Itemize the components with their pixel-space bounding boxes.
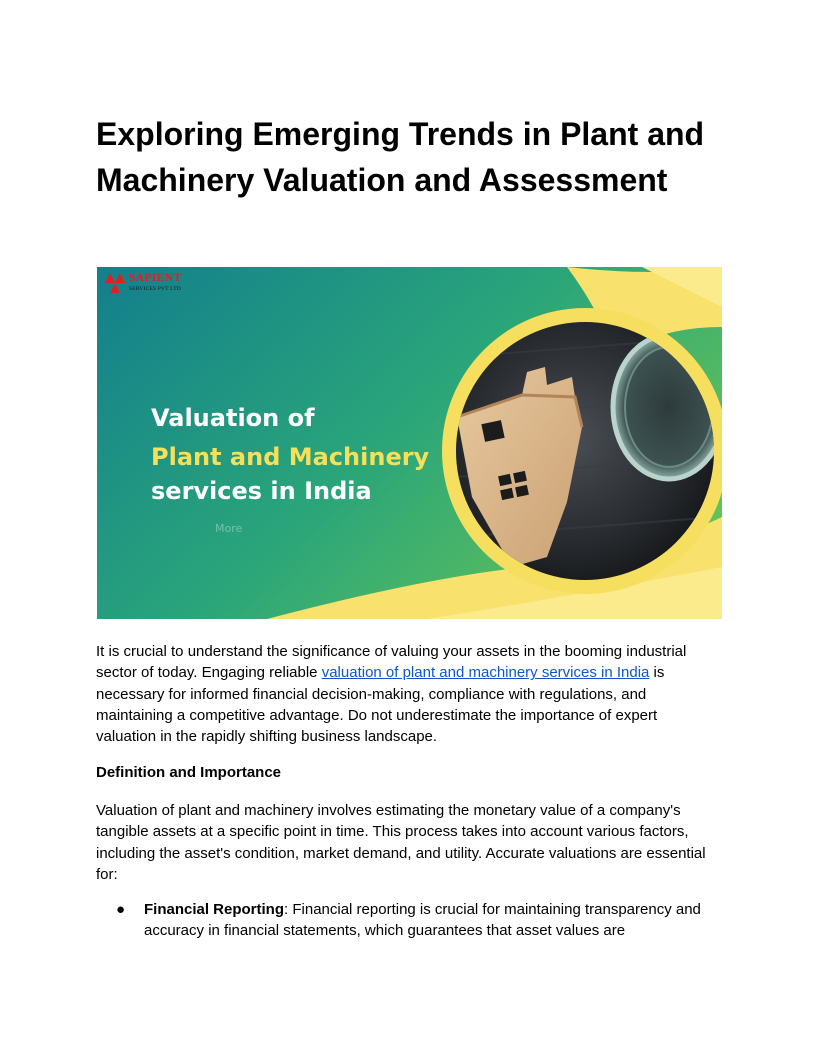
banner-line-2: Plant and Machinery: [151, 443, 430, 471]
banner-line-3: services in India: [151, 477, 372, 505]
company-logo: [103, 269, 182, 293]
bullet-list: [96, 899, 720, 942]
definition-paragraph: Valuation of plant and machinery involves estimating the monetary value of a company's tangible assets at a specific point in time. This process takes into account various factors, including the asset's condition, market demand, and utility. Accurate valuations are essential for:: [96, 802, 706, 883]
bullet-dot-icon: ●: [116, 901, 126, 918]
bullet-bold-label: Financial Reporting: [144, 901, 285, 918]
bullet-text: : Financial reporting is crucial for maintaining transparency and accuracy in financial statements, which guarantees that asset values are: [144, 901, 701, 940]
section-heading: Definition and Importance: [96, 764, 282, 781]
logo-subtitle: SERVICES PVT LTD: [129, 286, 181, 292]
intro-text-before: It is crucial to understand the significance of valuing your assets in the booming industrial sector of today. Engaging reliable: [96, 643, 687, 682]
logo-triangles-icon: [103, 269, 129, 293]
intro-text-after: is necessary for informed financial decision-making, compliance with regulations, and maintaining a competitive advantage. Do not underestimate the importance of expert valuation in the rapidly shifting business landscape.: [96, 664, 665, 746]
logo-name: SAPIENT: [129, 272, 182, 284]
intro-paragraph: [96, 641, 720, 747]
valuation-services-link[interactable]: valuation of plant and machinery services in India: [321, 664, 650, 682]
banner-image: [97, 267, 722, 619]
banner-faint-text: More: [215, 522, 243, 535]
page-title: Exploring Emerging Trends in Plant and Machinery Valuation and Assessment: [96, 116, 705, 198]
list-item: [96, 899, 720, 942]
banner-line-1: Valuation of: [151, 404, 315, 432]
